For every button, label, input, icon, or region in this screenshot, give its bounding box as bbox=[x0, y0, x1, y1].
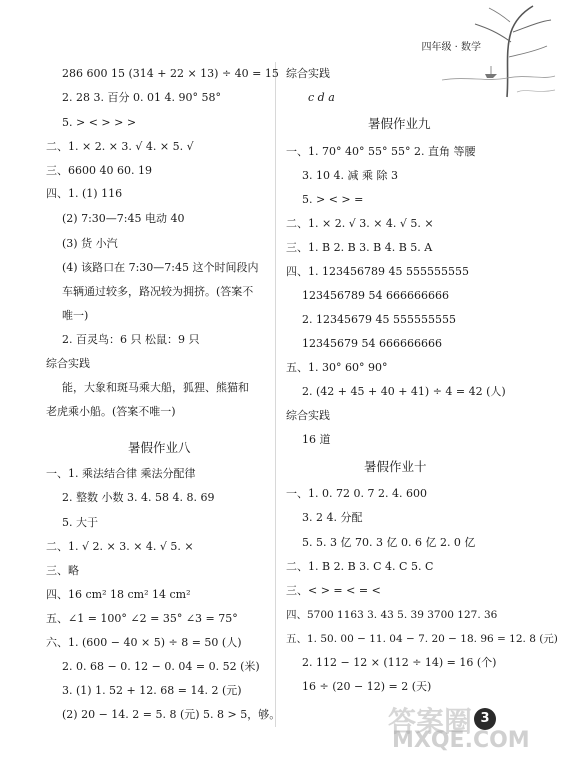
answer-line: 3. (1) 1. 52 + 12. 68 = 14. 2 (元) bbox=[62, 684, 242, 697]
answer-line: 老虎乘小船。(答案不唯一) bbox=[46, 405, 176, 418]
section-title: 暑假作业九 bbox=[368, 116, 431, 131]
answer-line: 5. 大于 bbox=[62, 516, 98, 529]
answer-line: 一、1. 乘法结合律 乘法分配律 bbox=[46, 467, 196, 480]
answer-line: 五、1. 30° 60° 90° bbox=[286, 361, 388, 374]
answer-line: 二、1. B 2. B 3. C 4. C 5. C bbox=[286, 560, 434, 573]
answer-line: 2. (42 + 45 + 40 + 41) ÷ 4 = 42 (人) bbox=[302, 385, 506, 398]
answer-line: 二、1. × 2. √ 3. × 4. √ 5. × bbox=[286, 217, 434, 230]
answer-line: 二、1. × 2. × 3. √ 4. × 5. √ bbox=[46, 140, 194, 153]
answer-line: 三、1. B 2. B 3. B 4. B 5. A bbox=[286, 241, 433, 254]
answer-line: (4) 该路口在 7:30—7:45 这个时间段内 bbox=[62, 261, 259, 274]
header-label: 四年级 · 数学 bbox=[421, 42, 481, 53]
answer-line: (2) 20 − 14. 2 = 5. 8 (元) 5. 8 > 5，够。 bbox=[62, 708, 281, 721]
answer-line: 2. 112 − 12 × (112 ÷ 14) = 16 (个) bbox=[302, 656, 497, 669]
answer-line: 四、5700 1163 3. 43 5. 39 3700 127. 36 bbox=[286, 609, 498, 621]
answer-line: 2. 百灵鸟：6 只 松鼠：9 只 bbox=[62, 333, 200, 346]
answer-line: 5. > < > > > bbox=[62, 116, 137, 129]
answer-line: 四、1. (1) 116 bbox=[46, 187, 123, 200]
answer-line: 三、略 bbox=[46, 564, 79, 577]
answer-line: 2. 12345679 45 555555555 bbox=[302, 313, 456, 326]
answer-line: 四、1. 123456789 45 555555555 bbox=[286, 265, 469, 278]
watermark-brand: 答案圈 bbox=[388, 705, 473, 738]
answer-line: 12345679 54 666666666 bbox=[302, 337, 442, 350]
answer-line: 四、16 cm² 18 cm² 14 cm² bbox=[46, 588, 191, 601]
answer-line: 六、1. (600 − 40 × 5) ÷ 8 = 50 (人) bbox=[46, 636, 242, 649]
page-number-badge: 3 bbox=[474, 708, 496, 730]
answer-line: 三、< > = < = < bbox=[286, 584, 381, 597]
landscape-sketch-illustration bbox=[437, 2, 557, 100]
answer-line: 二、1. √ 2. × 3. × 4. √ 5. × bbox=[46, 540, 194, 553]
answer-line: 5. 5. 3 亿 70. 3 亿 0. 6 亿 2. 0 亿 bbox=[302, 536, 476, 549]
answer-line: 286 600 15 (314 + 22 × 13) ÷ 40 = 15 bbox=[62, 67, 279, 80]
answer-line: 16 道 bbox=[302, 433, 331, 446]
answer-line: 能，大象和斑马乘大船，狐狸、熊猫和 bbox=[62, 381, 249, 394]
answer-line: 2. 整数 小数 3. 4. 58 4. 8. 69 bbox=[62, 491, 215, 504]
answer-line: 五、1. 50. 00 − 11. 04 − 7. 20 − 18. 96 = 12. 8 (元) bbox=[286, 633, 558, 645]
section-label: 综合实践 bbox=[286, 67, 330, 80]
answer-line: 3. 2 4. 分配 bbox=[302, 511, 363, 524]
answer-line: c d a bbox=[308, 91, 335, 104]
answer-line: 一、1. 70° 40° 55° 55° 2. 直角 等腰 bbox=[286, 145, 476, 158]
watermark-site: MXQE.COM bbox=[392, 728, 530, 753]
column-divider bbox=[275, 62, 276, 727]
answer-line: (2) 7:30—7:45 电动 40 bbox=[62, 212, 185, 225]
section-title: 暑假作业八 bbox=[128, 440, 191, 455]
answer-line: 5. > < > = bbox=[302, 193, 364, 206]
answer-line: (3) 货 小汽 bbox=[62, 237, 118, 250]
answer-line: 唯一) bbox=[62, 309, 89, 322]
answer-line: 3. 10 4. 减 乘 除 3 bbox=[302, 169, 398, 182]
section-label: 综合实践 bbox=[46, 357, 90, 370]
answer-line: 车辆通过较多，路况较为拥挤。(答案不 bbox=[62, 285, 254, 298]
section-label: 综合实践 bbox=[286, 409, 330, 422]
answer-line: 2. 0. 68 − 0. 12 − 0. 04 = 0. 52 (米) bbox=[62, 660, 260, 673]
answer-line: 一、1. 0. 72 0. 7 2. 4. 600 bbox=[286, 487, 427, 500]
answer-line: 三、6600 40 60. 19 bbox=[46, 164, 152, 177]
answer-line: 2. 28 3. 百分 0. 01 4. 90° 58° bbox=[62, 91, 221, 104]
answer-line: 五、∠1 = 100° ∠2 = 35° ∠3 = 75° bbox=[46, 612, 238, 625]
answer-line: 123456789 54 666666666 bbox=[302, 289, 449, 302]
section-title: 暑假作业十 bbox=[364, 459, 427, 474]
answer-line: 16 ÷ (20 − 12) = 2 (天) bbox=[302, 680, 432, 693]
